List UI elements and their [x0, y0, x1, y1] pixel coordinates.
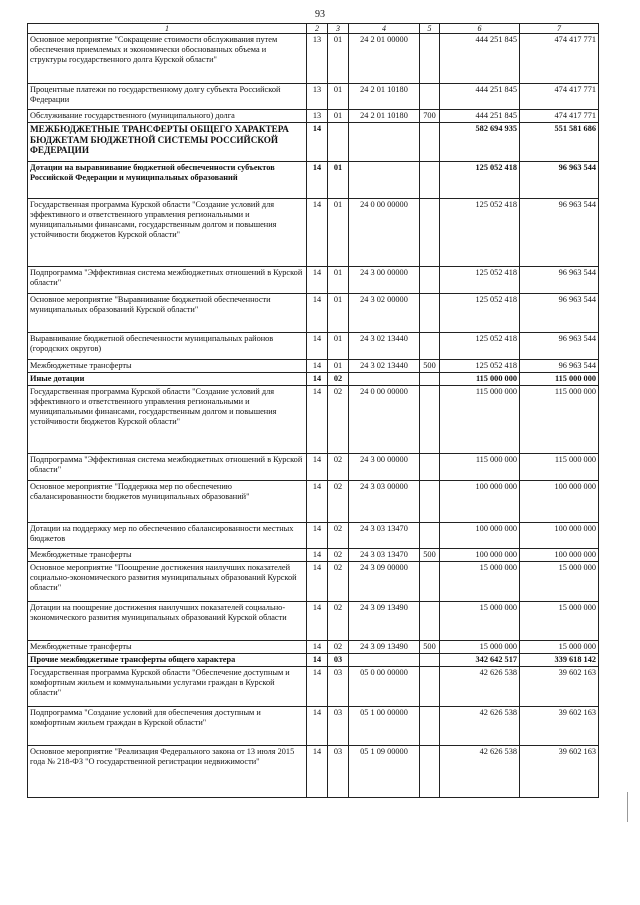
row-amount-year2: 96 963 544: [520, 199, 599, 267]
row-section: 13: [307, 110, 328, 123]
row-subsection: 01: [328, 34, 349, 84]
row-section: 14: [307, 386, 328, 454]
column-number-name: 1: [28, 24, 307, 34]
table-row: [28, 654, 599, 667]
column-number-subsection: 3: [328, 24, 349, 34]
row-subsection: 03: [328, 707, 349, 746]
row-name: Выравнивание бюджетной обеспеченности муниципальных районов (городских округов): [28, 333, 307, 360]
row-amount-year1: 444 251 845: [440, 84, 520, 110]
row-section: 14: [307, 667, 328, 707]
row-name: Прочие межбюджетные трансферты общего характера: [28, 654, 307, 667]
row-subsection: 01: [328, 294, 349, 333]
row-amount-year1: 42 626 538: [440, 746, 520, 798]
row-name: Государственная программа Курской области "Создание условий для эффективного и ответственного управления региональными и муниципальными финансами, государственным долгом и повышения устойчивости бюджетов Курской области": [28, 386, 307, 454]
row-expense-type: [420, 199, 440, 267]
row-amount-year1: 100 000 000: [440, 523, 520, 549]
row-subsection: 01: [328, 333, 349, 360]
table-row: [28, 641, 599, 654]
row-name: Иные дотации: [28, 373, 307, 386]
row-amount-year1: 15 000 000: [440, 602, 520, 641]
row-target-article: 24 0 00 00000: [349, 386, 420, 454]
table-row: [28, 267, 599, 294]
row-amount-year1: 125 052 418: [440, 162, 520, 199]
row-section: 14: [307, 360, 328, 373]
row-target-article: 24 2 01 00000: [349, 34, 420, 84]
row-amount-year2: 39 602 163: [520, 707, 599, 746]
row-amount-year1: 582 694 935: [440, 123, 520, 162]
row-section: 14: [307, 562, 328, 602]
row-name: Подпрограмма "Эффективная система межбюджетных отношений в Курской области": [28, 454, 307, 481]
row-name: Основное мероприятие "Выравнивание бюджетной обеспеченности муниципальных образований Курской области": [28, 294, 307, 333]
row-target-article: 05 1 09 00000: [349, 746, 420, 798]
row-expense-type: [420, 602, 440, 641]
row-amount-year1: 125 052 418: [440, 267, 520, 294]
row-subsection: 01: [328, 162, 349, 199]
row-target-article: 05 0 00 00000: [349, 667, 420, 707]
row-expense-type: [420, 373, 440, 386]
row-subsection: 02: [328, 454, 349, 481]
row-amount-year1: 115 000 000: [440, 386, 520, 454]
row-amount-year2: 339 618 142: [520, 654, 599, 667]
row-expense-type: [420, 267, 440, 294]
column-number-year1: 6: [440, 24, 520, 34]
row-subsection: 02: [328, 641, 349, 654]
row-amount-year2: 39 602 163: [520, 746, 599, 798]
row-section: 14: [307, 481, 328, 523]
row-target-article: 24 3 00 00000: [349, 454, 420, 481]
row-target-article: 24 2 01 10180: [349, 84, 420, 110]
row-section: 14: [307, 123, 328, 162]
row-expense-type: [420, 746, 440, 798]
row-target-article: 24 0 00 00000: [349, 199, 420, 267]
row-name: Подпрограмма "Эффективная система межбюджетных отношений в Курской области": [28, 267, 307, 294]
table-row: [28, 294, 599, 333]
margin-mark: [627, 792, 630, 822]
row-section: 14: [307, 373, 328, 386]
table-row: [28, 746, 599, 798]
table-row: [28, 602, 599, 641]
row-subsection: 02: [328, 562, 349, 602]
row-amount-year1: 444 251 845: [440, 110, 520, 123]
row-subsection: 03: [328, 654, 349, 667]
column-number-section: 2: [307, 24, 328, 34]
row-amount-year2: 39 602 163: [520, 667, 599, 707]
table-row: [28, 84, 599, 110]
row-name: Подпрограмма "Создание условий для обеспечения доступным и комфортным жильем граждан в Курской области": [28, 707, 307, 746]
table-row: [28, 373, 599, 386]
row-section: 14: [307, 641, 328, 654]
row-name: Межбюджетные трансферты: [28, 549, 307, 562]
row-target-article: [349, 162, 420, 199]
row-amount-year2: 474 417 771: [520, 110, 599, 123]
row-section: 14: [307, 707, 328, 746]
row-target-article: 24 2 01 10180: [349, 110, 420, 123]
row-name: Государственная программа Курской области "Создание условий для эффективного и ответственного управления региональными и муниципальными финансами, государственным долгом и повышения устойчивости бюджетов Курской области": [28, 199, 307, 267]
row-expense-type: [420, 454, 440, 481]
row-target-article: [349, 654, 420, 667]
row-target-article: 24 3 09 13490: [349, 602, 420, 641]
table-row: [28, 333, 599, 360]
row-amount-year2: 551 581 686: [520, 123, 599, 162]
row-expense-type: [420, 34, 440, 84]
row-amount-year2: 115 000 000: [520, 386, 599, 454]
row-target-article: [349, 373, 420, 386]
row-subsection: 02: [328, 549, 349, 562]
row-amount-year1: 100 000 000: [440, 549, 520, 562]
row-section: 14: [307, 746, 328, 798]
column-number-expense-type: 5: [420, 24, 440, 34]
row-amount-year2: 96 963 544: [520, 360, 599, 373]
row-amount-year1: 100 000 000: [440, 481, 520, 523]
row-expense-type: [420, 654, 440, 667]
row-amount-year1: 115 000 000: [440, 373, 520, 386]
row-amount-year2: 15 000 000: [520, 562, 599, 602]
row-amount-year2: 96 963 544: [520, 333, 599, 360]
row-section: 14: [307, 654, 328, 667]
row-section: 14: [307, 294, 328, 333]
row-expense-type: [420, 123, 440, 162]
row-section: 14: [307, 602, 328, 641]
row-amount-year1: 15 000 000: [440, 562, 520, 602]
row-amount-year1: 42 626 538: [440, 707, 520, 746]
row-name: Основное мероприятие "Поощрение достижения наилучших показателей социально-экономического развития муниципальных образований Курской области": [28, 562, 307, 602]
row-target-article: 24 3 03 13470: [349, 523, 420, 549]
row-expense-type: [420, 84, 440, 110]
row-section: 14: [307, 199, 328, 267]
row-name: Основное мероприятие "Реализация Федерального закона от 13 июля 2015 года № 218-ФЗ "О государственной регистрации недвижимости": [28, 746, 307, 798]
row-target-article: 24 3 03 13470: [349, 549, 420, 562]
row-subsection: 03: [328, 667, 349, 707]
row-amount-year1: 42 626 538: [440, 667, 520, 707]
row-target-article: 24 3 03 00000: [349, 481, 420, 523]
row-subsection: 02: [328, 373, 349, 386]
row-subsection: [328, 123, 349, 162]
table-row: [28, 562, 599, 602]
row-subsection: 01: [328, 199, 349, 267]
row-expense-type: 500: [420, 360, 440, 373]
row-name: Основное мероприятие "Поддержка мер по обеспечению сбалансированности бюджетов муниципальных образований": [28, 481, 307, 523]
row-subsection: 02: [328, 602, 349, 641]
table-body: [28, 24, 599, 798]
row-section: 13: [307, 84, 328, 110]
row-expense-type: [420, 386, 440, 454]
row-target-article: 24 3 02 00000: [349, 294, 420, 333]
table-row: [28, 454, 599, 481]
row-amount-year2: 115 000 000: [520, 454, 599, 481]
row-section: 14: [307, 523, 328, 549]
row-amount-year1: 115 000 000: [440, 454, 520, 481]
page-number: 93: [315, 9, 325, 20]
row-amount-year1: 342 642 517: [440, 654, 520, 667]
table-row: [28, 34, 599, 84]
row-name: Межбюджетные трансферты: [28, 641, 307, 654]
row-amount-year1: 125 052 418: [440, 199, 520, 267]
row-name: Дотации на поощрение достижения наилучших показателей социально-экономического развития муниципальных образований Курской области: [28, 602, 307, 641]
table-row: [28, 162, 599, 199]
row-subsection: 02: [328, 386, 349, 454]
row-expense-type: [420, 162, 440, 199]
row-target-article: 24 3 02 13440: [349, 333, 420, 360]
row-expense-type: [420, 333, 440, 360]
row-section: 14: [307, 267, 328, 294]
table-row: [28, 481, 599, 523]
column-number-row: [28, 24, 599, 34]
table-row: [28, 667, 599, 707]
row-subsection: 02: [328, 481, 349, 523]
table-row: [28, 360, 599, 373]
row-expense-type: [420, 707, 440, 746]
table-row: [28, 523, 599, 549]
table-row: [28, 199, 599, 267]
row-target-article: 24 3 09 00000: [349, 562, 420, 602]
row-amount-year2: 15 000 000: [520, 602, 599, 641]
row-target-article: [349, 123, 420, 162]
row-amount-year2: 15 000 000: [520, 641, 599, 654]
table-row: [28, 549, 599, 562]
row-amount-year2: 96 963 544: [520, 294, 599, 333]
row-name: МЕЖБЮДЖЕТНЫЕ ТРАНСФЕРТЫ ОБЩЕГО ХАРАКТЕРА БЮДЖЕТАМ БЮДЖЕТНОЙ СИСТЕМЫ РОССИЙСКОЙ ФЕДЕРАЦИИ: [28, 123, 307, 162]
row-expense-type: [420, 294, 440, 333]
table-row: [28, 707, 599, 746]
row-amount-year2: 100 000 000: [520, 481, 599, 523]
row-amount-year2: 115 000 000: [520, 373, 599, 386]
row-target-article: 24 3 02 13440: [349, 360, 420, 373]
row-amount-year2: 474 417 771: [520, 34, 599, 84]
row-amount-year2: 96 963 544: [520, 162, 599, 199]
row-name: Государственная программа Курской области "Обеспечение доступным и комфортным жильем и коммунальными услугами граждан в Курской области": [28, 667, 307, 707]
row-name: Дотации на выравнивание бюджетной обеспеченности субъектов Российской Федерации и муниципальных образований: [28, 162, 307, 199]
row-target-article: 24 3 00 00000: [349, 267, 420, 294]
row-subsection: 02: [328, 523, 349, 549]
row-amount-year2: 96 963 544: [520, 267, 599, 294]
row-expense-type: 500: [420, 641, 440, 654]
row-target-article: 05 1 00 00000: [349, 707, 420, 746]
row-expense-type: 700: [420, 110, 440, 123]
row-amount-year1: 125 052 418: [440, 360, 520, 373]
table-row: [28, 110, 599, 123]
row-amount-year1: 125 052 418: [440, 333, 520, 360]
row-amount-year1: 125 052 418: [440, 294, 520, 333]
row-section: 14: [307, 162, 328, 199]
row-section: 14: [307, 454, 328, 481]
row-section: 14: [307, 549, 328, 562]
row-subsection: 01: [328, 110, 349, 123]
column-number-target-article: 4: [349, 24, 420, 34]
row-amount-year1: 15 000 000: [440, 641, 520, 654]
row-amount-year2: 100 000 000: [520, 549, 599, 562]
row-amount-year1: 444 251 845: [440, 34, 520, 84]
row-expense-type: [420, 667, 440, 707]
column-number-year2: 7: [520, 24, 599, 34]
row-section: 14: [307, 333, 328, 360]
row-subsection: 03: [328, 746, 349, 798]
row-amount-year2: 100 000 000: [520, 523, 599, 549]
row-name: Процентные платежи по государственному долгу субъекта Российской Федерации: [28, 84, 307, 110]
row-name: Дотации на поддержку мер по обеспечению сбалансированности местных бюджетов: [28, 523, 307, 549]
row-expense-type: 500: [420, 549, 440, 562]
row-amount-year2: 474 417 771: [520, 84, 599, 110]
row-target-article: 24 3 09 13490: [349, 641, 420, 654]
row-section: 13: [307, 34, 328, 84]
row-expense-type: [420, 562, 440, 602]
row-name: Межбюджетные трансферты: [28, 360, 307, 373]
table-row: [28, 123, 599, 162]
row-expense-type: [420, 481, 440, 523]
row-subsection: 01: [328, 84, 349, 110]
row-subsection: 01: [328, 267, 349, 294]
row-expense-type: [420, 523, 440, 549]
row-name: Обслуживание государственного (муниципального) долга: [28, 110, 307, 123]
budget-table: [27, 23, 599, 798]
row-name: Основное мероприятие "Сокращение стоимости обслуживания путем обеспечения приемлемых и экономически обоснованных объема и структуры государственного долга Курской области": [28, 34, 307, 84]
table-row: [28, 386, 599, 454]
row-subsection: 01: [328, 360, 349, 373]
